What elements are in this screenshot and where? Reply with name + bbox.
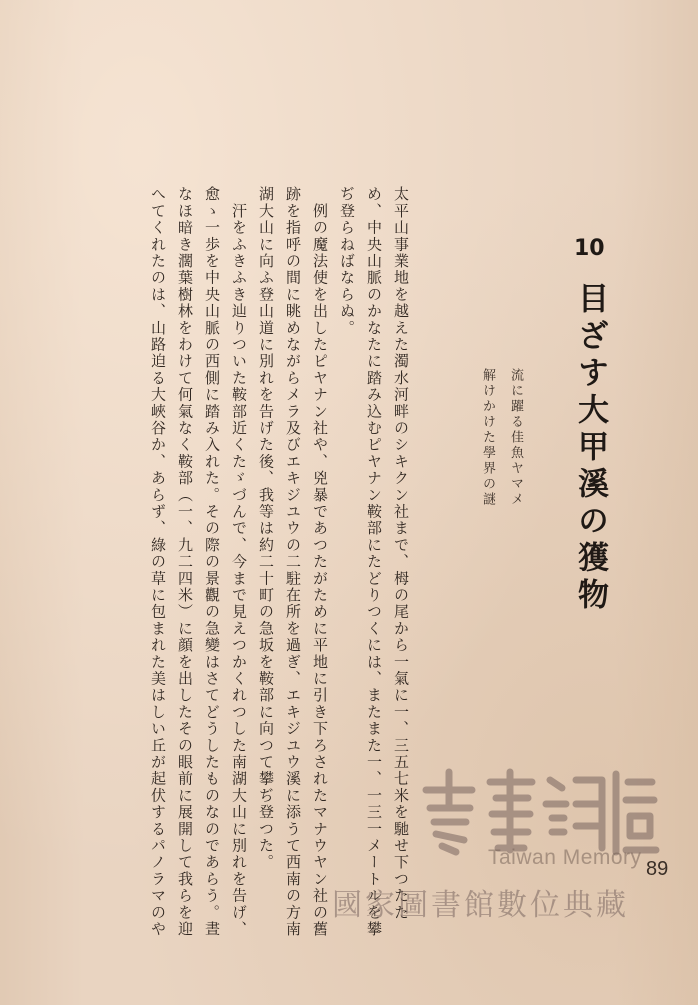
body-line-7: 汗をふきふき辿りついた鞍部近くたゞづんで、今まで見えつかくれつした南湖大山に別れを告げ、 <box>230 186 248 938</box>
body-line-8: 愈ゝ一歩を中央山脈の西側に踏み入れた。その際の景觀の急變はさてどうしたものなのであらう。晝 <box>203 186 221 938</box>
body-line-9: なほ暗き濶葉樹林をわけて何氣なく鞍部（一、九二四米）に顔を出したその眼前に展開して我らを迎 <box>176 186 194 938</box>
body-line-5: 跡を指呼の間に眺めながらメラ及びエキジユウの二駐在所を過ぎ、エキジユウ溪に添うて西南の方南 <box>284 186 302 938</box>
watermark-english: Taiwan Memory <box>488 846 642 869</box>
body-line-6: 湖大山に向ふ登山道に別れを告げた後、我等は約二十町の急坂を鞍部に向つて攀ぢ登つた。 <box>257 186 275 871</box>
chapter-subtitle-2: 解けかけた學界の謎 <box>480 368 495 508</box>
chapter-number: 10 <box>574 236 605 261</box>
body-line-1: 太平山事業地を越えた濁水河畔のシキクン社まで、栂の尾から一氣に一、三五七米を馳せ下つたた <box>392 186 410 921</box>
taiwan-memory-logo-icon <box>412 760 662 860</box>
body-line-3: ぢ登らねばならぬ。 <box>338 186 356 337</box>
body-line-2: め、中央山脈のかなたに踏み込むピヤナン鞍部にたどりつくには、またまた一、一三一メートルを攀 <box>365 186 383 938</box>
body-line-4: 例の魔法使を出したピヤナン社や、兇暴であつたがために平地に引き下ろされたマナウヤン社の舊 <box>311 186 329 938</box>
watermark-chinese: 國家圖書館數位典藏 <box>332 888 629 923</box>
body-line-10: へてくれたのは、山路迫る大峽谷か、あらず、綠の草に包まれた美はしい丘が起伏するパノラマのや <box>149 186 167 938</box>
chapter-subtitle-1: 流に躍る佳魚ヤマメ <box>508 368 523 508</box>
chapter-title: 目ざす大甲溪の獲物 <box>572 282 608 615</box>
page-number: 89 <box>646 858 669 880</box>
